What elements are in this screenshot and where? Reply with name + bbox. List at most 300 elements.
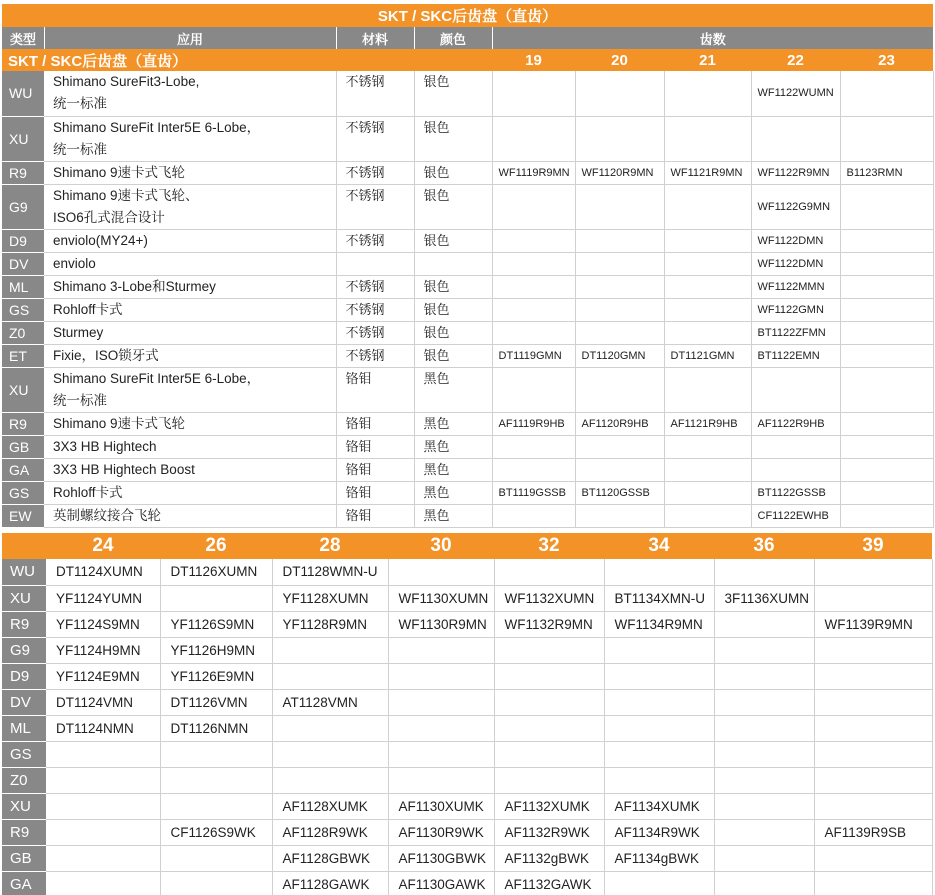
row-material: 不锈钢: [336, 116, 414, 161]
part-number: [492, 184, 575, 229]
teeth-header: 19: [492, 49, 575, 71]
table-row: [2, 184, 933, 229]
teeth-header-row: [2, 533, 932, 559]
part-number: [604, 559, 714, 585]
part-number: AF1132R9WK: [494, 819, 604, 845]
application-line: Shimano SureFit Inter5E 6-Lobe，: [53, 119, 261, 135]
part-number: BT1120GSSB: [575, 481, 664, 504]
part-number: [575, 367, 664, 412]
row-color: 黑色: [414, 412, 492, 435]
part-number: [814, 559, 932, 585]
row-type: R9: [2, 412, 44, 435]
part-number: [814, 637, 932, 663]
row-color: 银色: [414, 184, 492, 229]
part-number: [492, 116, 575, 161]
part-number: WF1122MMN: [751, 275, 840, 298]
application-line: 统一标准: [53, 392, 107, 408]
part-number: WF1132XUMN: [494, 585, 604, 611]
table-row: [2, 611, 932, 637]
part-number: [160, 845, 272, 871]
part-number: WF1122DMN: [751, 252, 840, 275]
part-number: [840, 298, 933, 321]
part-number: [664, 184, 751, 229]
part-number: [751, 435, 840, 458]
part-number: [388, 741, 494, 767]
row-material: 不锈钢: [336, 229, 414, 252]
row-color: 黑色: [414, 504, 492, 527]
part-number: [575, 184, 664, 229]
row-type: WU: [2, 71, 44, 116]
part-number: [604, 767, 714, 793]
part-number: B1123RMN: [840, 161, 933, 184]
row-type: XU: [2, 367, 44, 412]
part-number: [840, 458, 933, 481]
row-color: 银色: [414, 71, 492, 116]
part-number: [575, 229, 664, 252]
row-type: XU: [2, 585, 46, 611]
part-number: [714, 611, 814, 637]
part-number: 3F1136XUMN: [714, 585, 814, 611]
row-type: EW: [2, 504, 44, 527]
table-row: [2, 458, 933, 481]
row-type: G9: [2, 184, 44, 229]
table-row: [2, 275, 933, 298]
application-line: Shimano 9速卡式飞轮: [53, 415, 186, 431]
part-number: [272, 767, 388, 793]
part-number: [46, 767, 160, 793]
table-row: [2, 252, 933, 275]
table-row: [2, 481, 933, 504]
part-number: AF1130R9WK: [388, 819, 494, 845]
table-row: [2, 344, 933, 367]
row-type: GB: [2, 845, 46, 871]
part-number: [714, 741, 814, 767]
part-number: [664, 116, 751, 161]
row-color: 黑色: [414, 481, 492, 504]
part-number: [575, 275, 664, 298]
part-number: AF1122R9HB: [751, 412, 840, 435]
spec-table-top-body: [2, 71, 933, 527]
row-material: 不锈钢: [336, 298, 414, 321]
part-number: AF1119R9HB: [492, 412, 575, 435]
part-number: WF1119R9MN: [492, 161, 575, 184]
row-application: [44, 367, 336, 412]
row-type: GS: [2, 298, 44, 321]
teeth-header-corner: [2, 533, 46, 559]
part-number: DT1124XUMN: [46, 559, 160, 585]
part-number: [664, 298, 751, 321]
application-line: 英制螺纹接合飞轮: [53, 507, 161, 523]
part-number: [840, 412, 933, 435]
part-number: YF1124YUMN: [46, 585, 160, 611]
part-number: WF1139R9MN: [814, 611, 932, 637]
part-number: [575, 116, 664, 161]
part-number: [664, 435, 751, 458]
row-type: R9: [2, 819, 46, 845]
part-number: [664, 367, 751, 412]
row-type: DV: [2, 689, 46, 715]
part-number: AF1121R9HB: [664, 412, 751, 435]
part-number: WF1122WUMN: [751, 71, 840, 116]
part-number: [840, 367, 933, 412]
part-number: [492, 229, 575, 252]
row-material: 不锈钢: [336, 71, 414, 116]
part-number: WF1130XUMN: [388, 585, 494, 611]
table-row: [2, 504, 933, 527]
part-number: [388, 767, 494, 793]
part-number: [714, 871, 814, 895]
teeth-header: 20: [575, 49, 664, 71]
part-number: [840, 252, 933, 275]
table-row: [2, 298, 933, 321]
row-type: GA: [2, 871, 46, 895]
teeth-header: 34: [604, 533, 714, 559]
teeth-header: 21: [664, 49, 751, 71]
part-number: YF1128R9MN: [272, 611, 388, 637]
part-number: [575, 252, 664, 275]
teeth-header: 23: [840, 49, 933, 71]
row-application: [44, 71, 336, 116]
part-number: [714, 663, 814, 689]
application-line: Shimano SureFit3-Lobe,: [53, 74, 200, 89]
part-number: WF1122R9MN: [751, 161, 840, 184]
part-number: WF1134R9MN: [604, 611, 714, 637]
part-number: YF1124S9MN: [46, 611, 160, 637]
part-number: BT1122EMN: [751, 344, 840, 367]
part-number: [160, 585, 272, 611]
row-material: 铬钼: [336, 504, 414, 527]
part-number: [272, 663, 388, 689]
part-number: YF1126S9MN: [160, 611, 272, 637]
part-number: DT1120GMN: [575, 344, 664, 367]
row-application: [44, 344, 336, 367]
part-number: [160, 767, 272, 793]
part-number: [751, 116, 840, 161]
row-color: 黑色: [414, 435, 492, 458]
header-type: 类型: [2, 27, 44, 49]
application-line: Rohloff卡式: [53, 301, 123, 317]
row-type: WU: [2, 559, 46, 585]
row-color: 银色: [414, 161, 492, 184]
part-number: DT1124VMN: [46, 689, 160, 715]
part-number: [494, 559, 604, 585]
part-number: DT1126NMN: [160, 715, 272, 741]
part-number: AF1120R9HB: [575, 412, 664, 435]
row-type: GB: [2, 435, 44, 458]
spec-table-bottom: [2, 533, 933, 895]
part-number: [604, 637, 714, 663]
part-number: AF1130GAWK: [388, 871, 494, 895]
part-number: [814, 715, 932, 741]
part-number: WF1132R9MN: [494, 611, 604, 637]
part-number: [575, 504, 664, 527]
part-number: DT1128WMN-U: [272, 559, 388, 585]
spec-table-top: [2, 4, 934, 528]
table-row: [2, 819, 932, 845]
part-number: [388, 663, 494, 689]
teeth-header: 26: [160, 533, 272, 559]
part-number: BT1134XMN-U: [604, 585, 714, 611]
part-number: [604, 663, 714, 689]
part-number: [160, 793, 272, 819]
part-number: [814, 663, 932, 689]
part-number: [714, 637, 814, 663]
part-number: BT1122GSSB: [751, 481, 840, 504]
part-number: [46, 845, 160, 871]
part-number: [664, 71, 751, 116]
part-number: [714, 715, 814, 741]
table-row: [2, 559, 932, 585]
part-number: AF1134R9WK: [604, 819, 714, 845]
part-number: YF1128XUMN: [272, 585, 388, 611]
section-label: SKT / SKC后齿盘（直齿）: [2, 49, 492, 71]
row-color: 银色: [414, 116, 492, 161]
part-number: [814, 689, 932, 715]
part-number: [575, 321, 664, 344]
row-type: ET: [2, 344, 44, 367]
application-line: Rohloff卡式: [53, 484, 123, 500]
row-color: 银色: [414, 298, 492, 321]
application-line: 统一标准: [53, 96, 107, 111]
row-type: G9: [2, 637, 46, 663]
part-number: WF1122G9MN: [751, 184, 840, 229]
table-row: [2, 116, 933, 161]
part-number: AF1134gBWK: [604, 845, 714, 871]
part-number: [714, 767, 814, 793]
part-number: [575, 71, 664, 116]
part-number: WF1121R9MN: [664, 161, 751, 184]
part-number: DT1121GMN: [664, 344, 751, 367]
row-type: GS: [2, 481, 44, 504]
table-row: [2, 585, 932, 611]
table-row: [2, 793, 932, 819]
part-number: [840, 321, 933, 344]
application-line: Fixie，ISO锁牙式: [53, 347, 159, 363]
part-number: [46, 741, 160, 767]
part-number: AF1128GAWK: [272, 871, 388, 895]
row-type: ML: [2, 275, 44, 298]
part-number: [388, 715, 494, 741]
row-type: R9: [2, 161, 44, 184]
row-color: 银色: [414, 321, 492, 344]
part-number: [840, 229, 933, 252]
table-row: [2, 367, 933, 412]
part-number: DT1124NMN: [46, 715, 160, 741]
part-number: AF1130XUMK: [388, 793, 494, 819]
part-number: [46, 793, 160, 819]
table-row: [2, 229, 933, 252]
part-number: [160, 871, 272, 895]
row-type: GA: [2, 458, 44, 481]
row-application: [44, 116, 336, 161]
part-number: [272, 741, 388, 767]
part-number: AF1132GAWK: [494, 871, 604, 895]
part-number: [814, 585, 932, 611]
table-row: [2, 715, 932, 741]
part-number: DT1126VMN: [160, 689, 272, 715]
part-number: [714, 845, 814, 871]
row-material: 铬钼: [336, 481, 414, 504]
header-application: 应用: [44, 27, 336, 49]
table-row: [2, 435, 933, 458]
part-number: [814, 741, 932, 767]
part-number: [46, 819, 160, 845]
part-number: [840, 344, 933, 367]
part-number: [492, 458, 575, 481]
part-number: [751, 458, 840, 481]
row-application: [44, 435, 336, 458]
part-number: [604, 871, 714, 895]
row-color: 黑色: [414, 458, 492, 481]
part-number: [492, 275, 575, 298]
application-line: Shimano 3-Lobe和Sturmey: [53, 278, 216, 294]
table-row: [2, 321, 933, 344]
part-number: [664, 252, 751, 275]
row-type: D9: [2, 229, 44, 252]
part-number: [492, 298, 575, 321]
row-type: D9: [2, 663, 46, 689]
table-row: [2, 71, 933, 116]
row-application: [44, 504, 336, 527]
teeth-header: 30: [388, 533, 494, 559]
application-line: 3X3 HB Hightech: [53, 438, 157, 454]
part-number: YF1124H9MN: [46, 637, 160, 663]
application-line: Shimano 9速卡式飞轮: [53, 164, 186, 180]
part-number: [492, 71, 575, 116]
part-number: [272, 637, 388, 663]
part-number: [604, 689, 714, 715]
part-number: DT1119GMN: [492, 344, 575, 367]
part-number: AF1132gBWK: [494, 845, 604, 871]
part-number: [714, 559, 814, 585]
row-material: 不锈钢: [336, 275, 414, 298]
row-type: Z0: [2, 767, 46, 793]
row-material: 铬钼: [336, 367, 414, 412]
application-line: 统一标准: [53, 141, 107, 157]
row-color: 银色: [414, 275, 492, 298]
part-number: [494, 767, 604, 793]
header-material: 材料: [336, 27, 414, 49]
part-number: [494, 663, 604, 689]
row-material: 不锈钢: [336, 184, 414, 229]
table-row: [2, 161, 933, 184]
application-line: Shimano SureFit Inter5E 6-Lobe，: [53, 370, 261, 386]
part-number: WF1122GMN: [751, 298, 840, 321]
part-number: WF1130R9MN: [388, 611, 494, 637]
part-number: [714, 819, 814, 845]
teeth-header: 39: [814, 533, 932, 559]
table-row: [2, 637, 932, 663]
row-type: R9: [2, 611, 46, 637]
part-number: [840, 481, 933, 504]
row-application: [44, 252, 336, 275]
part-number: AF1132XUMK: [494, 793, 604, 819]
part-number: AF1128R9WK: [272, 819, 388, 845]
part-number: CF1122EWHB: [751, 504, 840, 527]
row-color: 银色: [414, 229, 492, 252]
part-number: AF1128GBWK: [272, 845, 388, 871]
part-number: YF1126E9MN: [160, 663, 272, 689]
part-number: CF1126S9WK: [160, 819, 272, 845]
row-color: 银色: [414, 344, 492, 367]
row-material: 不锈钢: [336, 161, 414, 184]
teeth-header: 32: [494, 533, 604, 559]
application-line: Shimano 9速卡式飞轮、: [53, 187, 199, 203]
part-number: [840, 184, 933, 229]
application-line: Sturmey: [53, 324, 104, 340]
row-application: [44, 184, 336, 229]
teeth-header: 24: [46, 533, 160, 559]
part-number: [664, 458, 751, 481]
row-type: DV: [2, 252, 44, 275]
teeth-header: 28: [272, 533, 388, 559]
part-number: [160, 741, 272, 767]
part-number: YF1124E9MN: [46, 663, 160, 689]
part-number: [494, 741, 604, 767]
row-type: XU: [2, 116, 44, 161]
part-number: AF1128XUMK: [272, 793, 388, 819]
row-application: [44, 458, 336, 481]
row-application: [44, 321, 336, 344]
part-number: [575, 435, 664, 458]
part-number: AF1130GBWK: [388, 845, 494, 871]
part-number: [814, 845, 932, 871]
teeth-header: 22: [751, 49, 840, 71]
part-number: [714, 689, 814, 715]
spec-table-bottom-body: [2, 559, 932, 895]
part-number: [575, 458, 664, 481]
part-number: [492, 504, 575, 527]
part-number: [492, 321, 575, 344]
part-number: [494, 689, 604, 715]
part-number: WF1120R9MN: [575, 161, 664, 184]
header-color: 颜色: [414, 27, 492, 49]
part-number: [840, 504, 933, 527]
part-number: [840, 116, 933, 161]
row-color: 黑色: [414, 367, 492, 412]
row-material: 铬钼: [336, 412, 414, 435]
part-number: [575, 298, 664, 321]
part-number: DT1126XUMN: [160, 559, 272, 585]
table-title: SKT / SKC后齿盘（直齿）: [2, 4, 933, 27]
part-number: AF1134XUMK: [604, 793, 714, 819]
row-material: 铬钼: [336, 458, 414, 481]
part-number: [751, 367, 840, 412]
header-teeth: 齿数: [492, 27, 933, 49]
part-number: [388, 559, 494, 585]
row-material: 不锈钢: [336, 344, 414, 367]
part-number: WF1122DMN: [751, 229, 840, 252]
part-number: [814, 793, 932, 819]
part-number: [840, 71, 933, 116]
part-number: [492, 435, 575, 458]
table-row: [2, 663, 932, 689]
row-color: [414, 252, 492, 275]
row-application: [44, 412, 336, 435]
part-number: [664, 504, 751, 527]
table-row: [2, 845, 932, 871]
part-number: [840, 275, 933, 298]
row-application: [44, 229, 336, 252]
row-type: Z0: [2, 321, 44, 344]
part-number: [714, 793, 814, 819]
part-number: YF1126H9MN: [160, 637, 272, 663]
part-number: AT1128VMN: [272, 689, 388, 715]
table-row: [2, 741, 932, 767]
row-type: ML: [2, 715, 46, 741]
row-application: [44, 161, 336, 184]
part-number: [664, 481, 751, 504]
